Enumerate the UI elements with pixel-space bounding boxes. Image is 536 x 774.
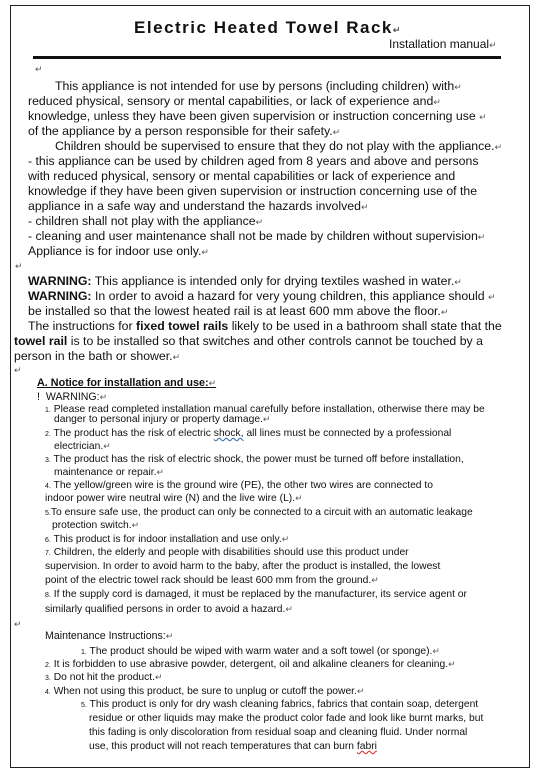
maintenance-heading: Maintenance Instructions:↵ xyxy=(45,630,174,642)
intro-line: - this appliance can be used by children aged from 8 years and above and persons xyxy=(28,154,479,168)
empty-paragraph-mark: ↵ xyxy=(14,619,22,629)
notice-item-5-cont: protection switch.↵ xyxy=(52,520,140,531)
notice-item-8-cont: similarly qualified persons in order to avoid a hazard.↵ xyxy=(45,604,293,615)
document-title: Electric Heated Towel Rack↵ xyxy=(134,18,402,37)
intro-line: - children shall not play with the appliance↵ xyxy=(28,214,264,228)
warning-line: WARNING: This appliance is intended only for drying textiles washed in water.↵ xyxy=(28,274,462,288)
notice-item-8: 8. If the supply cord is damaged, it must be replaced by the manufacturer, its service agent or xyxy=(45,589,467,600)
empty-paragraph-mark: ↵ xyxy=(14,365,22,375)
header-rule xyxy=(33,56,501,59)
maintenance-item-5-cont: this fading is only discoloration from residual soap and cleaning fluid. Under normal xyxy=(89,727,468,738)
notice-warning: ! WARNING:↵ xyxy=(37,391,108,403)
maintenance-item-3: 3. Do not hit the product.↵ xyxy=(45,672,163,683)
notice-item-7: 7. Children, the elderly and people with disabilities should use this product under xyxy=(45,547,409,558)
notice-item-5: 5.To ensure safe use, the product can only be connected to a circuit with an automatic leakage xyxy=(45,507,473,518)
maintenance-item-2: 2. It is forbidden to use abrasive powder, detergent, oil and alkaline cleaners for cleaning.↵ xyxy=(45,659,456,670)
notice-item-3: 3. The product has the risk of electric shock, the power must be turned off before installation, xyxy=(45,454,464,465)
intro-line: knowledge, unless they have been given supervision or instruction concerning use ↵ xyxy=(28,109,487,123)
notice-item-4: 4. The yellow/green wire is the ground wire (PE), the other two wires are connected to xyxy=(45,480,433,491)
notice-item-6: 6. This product is for indoor installation and use only.↵ xyxy=(45,534,290,545)
intro-line: reduced physical, sensory or mental capabilities, or lack of experience and↵ xyxy=(28,94,441,108)
intro-line: Children should be supervised to ensure that they do not play with the appliance.↵ xyxy=(55,139,503,153)
document-subtitle: Installation manual↵ xyxy=(389,37,497,51)
intro-line: with reduced physical, sensory or mental capabilities or lack of experience and xyxy=(28,169,456,183)
warning-line: be installed so that the lowest heated rail is at least 600 mm above the floor.↵ xyxy=(28,304,449,318)
maintenance-item-5-cont: use, this product will not reach temperatures that can burn fabri xyxy=(89,741,377,752)
notice-item-1: 1. Please read completed installation manual carefully before installation, otherwise there may be xyxy=(45,404,485,415)
maintenance-item-5-cont: residue or other liquids may make the product color fade and look like burnt marks, but xyxy=(89,713,484,724)
notice-item-7-cont: point of the electric towel rack should be least 600 mm from the ground.↵ xyxy=(45,575,379,586)
intro-line: This appliance is not intended for use by persons (including children) with↵ xyxy=(55,79,462,93)
maintenance-item-5: 5. This product is only for dry wash cleaning fabrics, fabrics that contain soap, detergent xyxy=(81,699,479,710)
warning-line: WARNING: In order to avoid a hazard for very young children, this appliance should ↵ xyxy=(28,289,496,303)
intro-line: appliance in a safe way and understand the hazards involved↵ xyxy=(28,199,369,213)
rails-line: person in the bath or shower.↵ xyxy=(14,349,181,363)
empty-paragraph-mark: ↵ xyxy=(35,64,43,74)
intro-line: knowledge if they have been given supervision or instruction concerning use of the xyxy=(28,184,478,198)
rails-line: The instructions for fixed towel rails likely to be used in a bathroom shall state that the xyxy=(28,319,502,333)
notice-item-7-cont: supervision. In order to avoid harm to the baby, after the product is installed, the lowest xyxy=(45,561,441,572)
maintenance-item-4: 4. When not using this product, be sure to unplug or cutoff the power.↵ xyxy=(45,686,365,697)
notice-item-2: 2. The product has the risk of electric shock, all lines must be connected by a professional xyxy=(45,428,452,439)
intro-line: Appliance is for indoor use only.↵ xyxy=(28,244,209,258)
notice-item-2-cont: electrician.↵ xyxy=(54,441,111,452)
notice-item-4-cont: indoor power wire neutral wire (N) and the live wire (L).↵ xyxy=(45,493,303,504)
intro-line: - cleaning and user maintenance shall not be made by children without supervision↵ xyxy=(28,229,486,243)
maintenance-item-1: 1. The product should be wiped with warm water and a soft towel (or sponge).↵ xyxy=(81,646,440,657)
rails-line: towel rail is to be installed so that switches and other controls cannot be touched by a xyxy=(14,334,483,348)
intro-line: of the appliance by a person responsible for their safety.↵ xyxy=(28,124,341,138)
notice-item-1-cont: danger to personal injury or property damage.↵ xyxy=(54,414,271,425)
notice-heading: A. Notice for installation and use:↵ xyxy=(37,377,217,389)
empty-paragraph-mark: ↵ xyxy=(15,261,23,271)
notice-item-3-cont: maintenance or repair.↵ xyxy=(54,467,165,478)
